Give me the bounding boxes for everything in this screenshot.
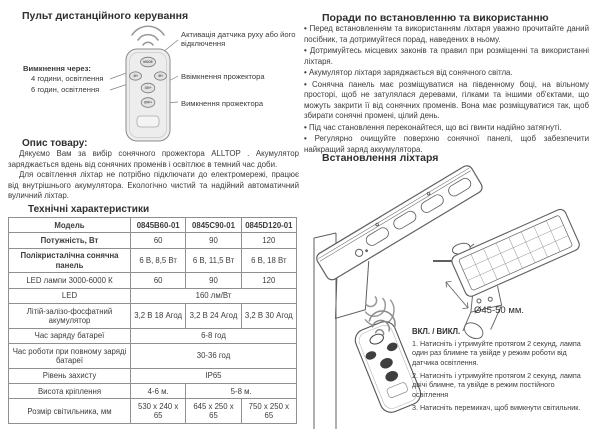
spec-value: 0845B60-01 [131,218,186,233]
tips-list [304,24,589,156]
spec-label: Час заряду батареї [9,328,131,343]
callout-activation: Активація датчика руху або його відключення [181,30,296,49]
spec-value: 4-6 м. [131,384,186,399]
callout-off: Вимкнення прожектора [181,99,264,108]
callout-off-after-title: Вимкнення через: [23,64,91,73]
callout-off-6h: 6 годин, освітлення [31,85,100,94]
tips-title: Поради по встановленню та використанню [322,12,549,24]
table-row [9,248,297,273]
table-row [9,288,297,303]
specs-table [8,217,297,424]
street-lamp-graphic [303,164,506,326]
list-item: • Акумулятор ліхтаря заряджається від сонячного світла. [304,68,589,79]
description-paragraph-1: Дякуємо Вам за вибір сонячного прожектора ALLTOP . Акумулятор заряджається вдень від сонячних променів і освітлює в темний час доби. [8,149,299,169]
remote-section-title: Пульт дистанційного керування [22,10,189,22]
list-item: • Регулярно очищуйте поверхню сонячної панелі, щоб забезпечити найкращий заряд аккумулятора. [304,134,589,155]
spec-label: LED [9,288,131,303]
spec-value: 160 лм/Вт [131,288,297,303]
spec-label: Розмір світильника, мм [9,399,131,424]
spec-value: IP65 [131,368,297,383]
list-item: • Сонячна панель має розміщуватися на південному боці, на вільному просторі, щоб не затулялася деревами, гілками та іншими об'єктами, що можуть закрити її від сонячних променів. Вона має розміщуватися так, щоб збирати сонячні промені, цілий день. [304,80,589,122]
list-item: • Перед встановленням та використанням ліхтаря уважно прочитайте даний посібник, та дотримуйтеся порад, наведених в ньому. [304,24,589,45]
table-row [9,218,297,233]
onoff-step-1: 1. Натисніть і утримуйте протягом 2 секунд, лампа один раз блимне та увійде у режим роботи від датчика освітлення. [412,339,581,367]
wifi-waves-icon [132,26,164,45]
mode-button-label: MODE [143,60,153,65]
onoff-title: ВКЛ. / ВИКЛ. [412,327,461,336]
spec-label: Потужність, Вт [9,233,131,248]
solar-lamp-graphic [432,208,592,347]
onoff-step-2: 2. Натисніть і утримуйте протягом 2 секунд, лампа двічі блимне, та увійде в режим постійного освітлення [412,371,581,399]
spec-value: 90 [186,273,241,288]
spec-label: Літій-залізо-фосфатний акумулятор [9,304,131,329]
6h-button-label: 6H [158,74,163,79]
spec-value: 60 [131,233,186,248]
table-row [9,344,297,369]
4h-button-label: 4H [133,74,138,79]
spec-value: 6 В, 11,5 Вт [186,248,241,273]
onoff-instructions [412,327,592,417]
spec-value: 3,2 В 24 Агод [186,304,241,329]
spec-value: 60 [131,273,186,288]
table-row [9,273,297,288]
spec-value: 750 x 250 x 65 [241,399,296,424]
on-button-label: ON+ [144,86,152,91]
spec-label: Модель [9,218,131,233]
specs-title: Технічні характеристики [28,204,150,215]
spec-label: Полікристалічна сонячна панель [9,248,131,273]
spec-value: 30-36 год [131,344,297,369]
list-item: • Дотримуйтесь місцевих законів та правил при розміщенні та використанні ліхтаря. [304,46,589,67]
spec-value: 3,2 В 30 Агод [241,304,296,329]
off-button-label: OFF+ [143,100,153,105]
table-row [9,328,297,343]
spec-label: Рівень захисту [9,368,131,383]
spec-value: 0845D120-01 [241,218,296,233]
description-title: Опис товару: [22,138,88,149]
spec-value: 645 x 250 x 65 [186,399,241,424]
list-item: • Під час становлення переконайтеся, що всі гвинти надійно затягнуті. [304,123,589,134]
spec-label: Час роботи при повному заряді батареї [9,344,131,369]
table-row [9,368,297,383]
spec-value: 5-8 м. [186,384,297,399]
table-row [9,384,297,399]
spec-value: 0845C90-01 [186,218,241,233]
spec-value: 530 x 240 x 65 [131,399,186,424]
spec-value: 6 В, 18 Вт [241,248,296,273]
spec-label: LED лампи 3000-6000 К [9,273,131,288]
spec-label: Висота кріплення [9,384,131,399]
spec-value: 90 [186,233,241,248]
callout-off-4h: 4 години, освітлення [31,74,104,83]
callout-on: Ввімкнення прожектора [181,72,265,81]
spec-value: 3,2 В 18 Агод [131,304,186,329]
table-row [9,399,297,424]
onoff-step-3: 3. Натисніть перемикач, щоб вимкнути світильник. [412,403,581,413]
table-row [9,304,297,329]
description-paragraph-2: Для освітлення ліхтар не потрібно підключати до електромережі, працює від внутрішнього акумулятора. Екологічно чистий та надійний автоматичний вуличний ліхтар. [8,170,299,200]
install-title: Встановлення ліхтаря [322,152,439,164]
spec-value: 120 [241,233,296,248]
diameter-label: Ø45-50 мм. [474,305,525,316]
spec-value: 120 [241,273,296,288]
spec-value: 6-8 год [131,328,297,343]
remote-window [137,116,159,127]
table-row [9,233,297,248]
spec-value: 6 В, 8,5 Вт [131,248,186,273]
